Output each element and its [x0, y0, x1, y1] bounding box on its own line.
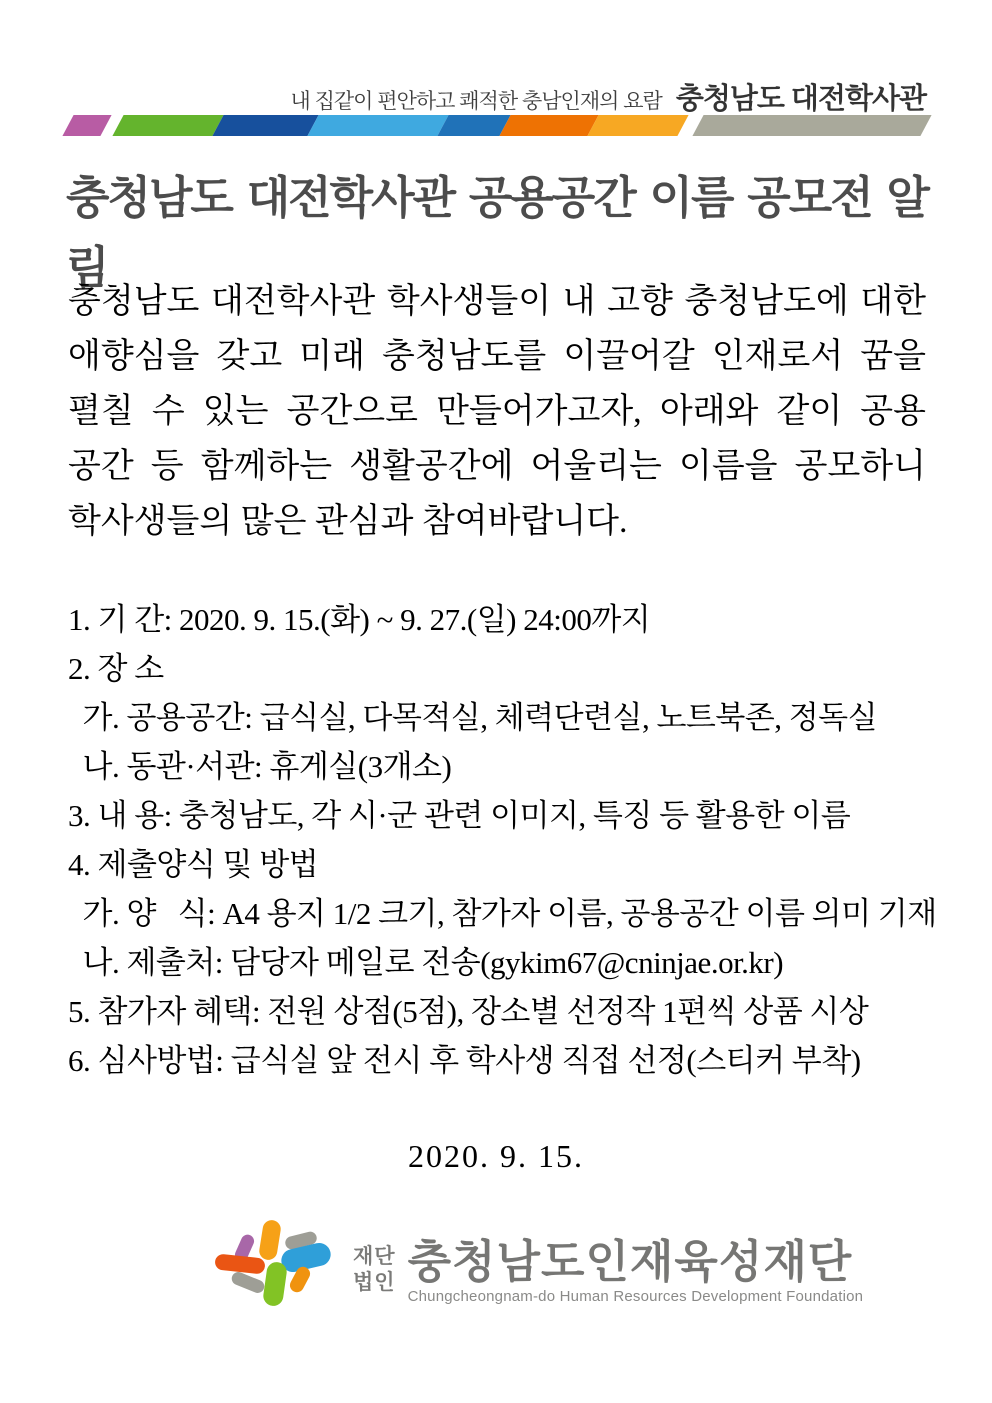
corp-type-top: 재단 — [353, 1245, 396, 1268]
list-item-content: 3. 내 용: 충청남도, 각 시·군 관련 이미지, 특징 등 활용한 이름 — [68, 798, 851, 833]
list-item-period: 1. 기 간: 2020. 9. 15.(화) ~ 9. 27.(일) 24:00까지 — [68, 602, 651, 637]
corp-type-label — [353, 1244, 396, 1296]
body-line: 펼칠 수 있는 공간으로 만들어가고자, 아래와 같이 공용 — [68, 393, 926, 430]
body-paragraph — [68, 274, 926, 549]
list-item-format: 가. 양 식: A4 용지 1/2 크기, 참가자 이름, 공용공간 이름 의미 기재 — [68, 896, 937, 931]
document-date: 2020. 9. 15. — [408, 1138, 584, 1174]
stripe-segment-orange-dark — [499, 115, 598, 136]
notice-list — [68, 595, 940, 1085]
page-title: 충청남도 대전학사관 공용공간 이름 공모전 알림 — [66, 172, 928, 293]
body-line: 충청남도 대전학사관 학사생들이 내 고향 충청남도에 대한 — [68, 283, 926, 320]
header — [68, 76, 926, 117]
stripe-segment-green — [112, 115, 223, 136]
stripe-segment-orange-light — [587, 115, 688, 136]
stripe-segment-navy — [212, 115, 318, 136]
header-org-name: 충청남도 대전학사관 — [675, 83, 926, 115]
body-line: 학사생들의 많은 관심과 참여바랍니다. — [68, 503, 628, 540]
list-item-judging: 6. 심사방법: 급식실 앞 전시 후 학사생 직접 선정(스티커 부착) — [68, 1043, 861, 1078]
stripe-segment-gray — [692, 115, 931, 136]
list-item-format-method: 4. 제출양식 및 방법 — [68, 847, 319, 882]
foundation-name: 충청남도인재육성재단 — [407, 1235, 853, 1287]
corp-type-bottom: 법인 — [353, 1271, 396, 1294]
header-slogan: 내 집같이 편안하고 쾌적한 충남인재의 요람 — [290, 90, 662, 113]
foundation-name-block — [407, 1235, 864, 1305]
list-item-benefit: 5. 참가자 혜택: 전원 상점(5점), 장소별 선정작 1편씩 상품 시상 — [68, 994, 869, 1029]
foundation-name-en: Chungcheongnam-do Human Resources Development Foundation — [407, 1287, 864, 1305]
color-stripe — [68, 115, 926, 136]
list-item-submit-to: 나. 제출처: 담당자 메일로 전송(gykim67@cninjae.or.kr) — [68, 945, 784, 980]
list-item-place-common: 가. 공용공간: 급식실, 다목적실, 체력단련실, 노트북존, 정독실 — [68, 700, 878, 735]
stripe-segment-skyblue — [307, 115, 448, 136]
body-line: 애향심을 갖고 미래 충청남도를 이끌어갈 인재로서 꿈을 — [68, 338, 926, 375]
foundation-pinwheel-icon — [205, 1216, 337, 1320]
list-item-place: 2. 장 소 — [68, 651, 164, 686]
list-item-place-lounge: 나. 동관·서관: 휴게실(3개소) — [68, 749, 452, 784]
body-line: 공간 등 함께하는 생활공간에 어울리는 이름을 공모하니 — [68, 448, 926, 485]
stripe-segment-magenta — [62, 115, 111, 136]
footer-logo — [205, 1216, 863, 1320]
